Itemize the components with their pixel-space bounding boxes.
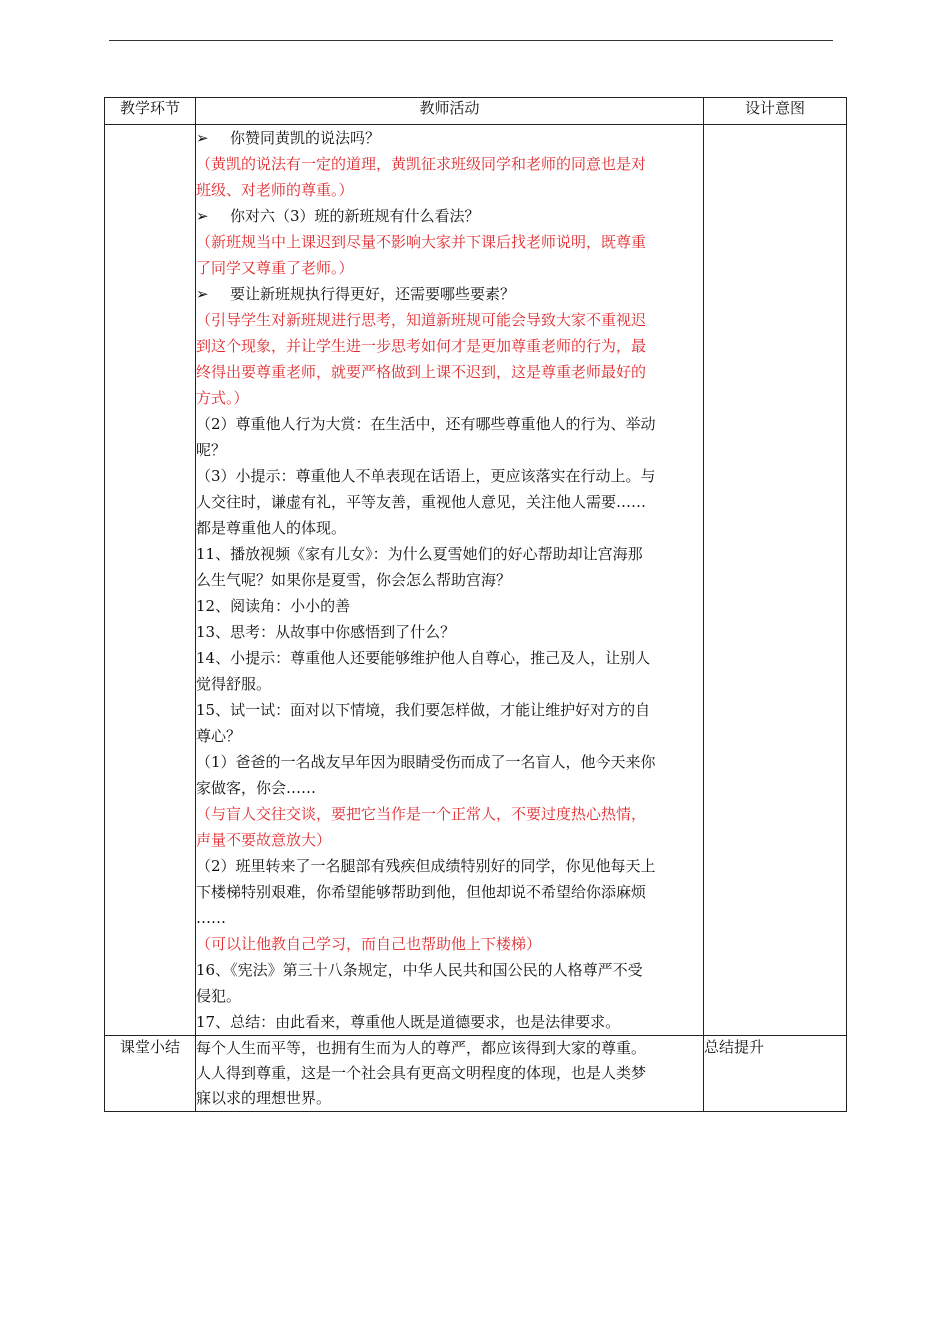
answer-note: [196, 333, 703, 359]
line-text: 侵犯。: [196, 987, 242, 1005]
answer-note: [196, 307, 703, 333]
activity-line: [196, 671, 703, 697]
line-text: （新班规当中上课迟到尽量不影响大家并下课后找老师说明，既尊重: [196, 233, 647, 251]
line-text: 13、思考：从故事中你感悟到了什么？: [196, 623, 456, 641]
line-text: 终得出要尊重老师，就要严格做到上课不迟到，这是尊重老师最好的: [196, 363, 647, 381]
answer-note: [196, 385, 703, 411]
line-text: 17、总结：由此看来，尊重他人既是道德要求，也是法律要求。: [196, 1013, 621, 1031]
summary-row: [105, 1036, 847, 1112]
activity-line: [196, 905, 703, 931]
answer-note: [196, 827, 703, 853]
activity-line: [196, 541, 703, 567]
activity-line: [196, 749, 703, 775]
line-text: 尊心？: [196, 727, 242, 745]
line-text: 方式。）: [196, 389, 249, 407]
line-text: 下楼梯特别艰难，你希望能够帮助到他，但他却说不希望给你添麻烦: [196, 883, 647, 901]
answer-note: [196, 255, 703, 281]
activity-stage-cell: [105, 125, 196, 1036]
answer-note: [196, 229, 703, 255]
activity-line: [196, 619, 703, 645]
activity-line: [196, 957, 703, 983]
activity-line: [196, 697, 703, 723]
line-text: 么生气呢？如果你是夏雪，你会怎么帮助宫海？: [196, 571, 512, 589]
line-text: 觉得舒服。: [196, 675, 272, 693]
line-text: 16、《宪法》第三十八条规定，中华人民共和国公民的人格尊严不受: [196, 961, 643, 979]
activity-line: [196, 593, 703, 619]
line-text: （黄凯的说法有一定的道理，黄凯征求班级同学和老师的同意也是对: [196, 155, 647, 173]
line-text: 15、试一试：面对以下情境，我们要怎样做，才能让维护好对方的自: [196, 701, 651, 719]
line-text: 呢？: [196, 441, 227, 459]
summary-line: 每个人生而平等，也拥有生而为人的尊严，都应该得到大家的尊重。: [196, 1039, 647, 1057]
activity-line: [196, 411, 703, 437]
answer-note: [196, 177, 703, 203]
line-text: （3）小提示：尊重他人不单表现在话语上，更应该落实在行动上。与: [196, 467, 656, 485]
activity-row: [105, 125, 847, 1036]
activity-line: [196, 775, 703, 801]
header-rule: [109, 40, 833, 41]
activity-line: [196, 879, 703, 905]
answer-note: [196, 359, 703, 385]
question-item: [196, 203, 703, 229]
activity-line: [196, 463, 703, 489]
line-text: 14、小提示：尊重他人还要能够维护他人自尊心，推己及人，让别人: [196, 649, 651, 667]
answer-note: [196, 931, 703, 957]
line-text: 12、阅读角：小小的善: [196, 597, 351, 615]
lesson-plan-table: [104, 97, 847, 1112]
line-text: （2）班里转来了一名腿部有残疾但成绩特别好的同学，你见他每天上: [196, 857, 656, 875]
line-text: （与盲人交往交谈，要把它当作是一个正常人，不要过度热心热情，: [196, 805, 647, 823]
summary-line: 人人得到尊重，这是一个社会具有更高文明程度的体现，也是人类梦: [196, 1064, 647, 1082]
line-text: （2）尊重他人行为大赏：在生活中，还有哪些尊重他人的行为、举动: [196, 415, 656, 433]
line-text: ……: [196, 909, 226, 927]
line-text: 了同学又尊重了老师。）: [196, 259, 354, 277]
line-text: （引导学生对新班规进行思考，知道新班规可能会导致大家不重视迟: [196, 311, 647, 329]
header-stage: 教学环节: [105, 98, 196, 125]
line-text: （可以让他教自己学习，而自己也帮助他上下楼梯）: [196, 935, 542, 953]
line-text: 你对六（3）班的新班规有什么看法？: [230, 207, 480, 225]
arrow-bullet-icon: ➢: [196, 285, 209, 303]
line-text: 11、播放视频《家有儿女》：为什么夏雪她们的好心帮助却让宫海那: [196, 545, 643, 563]
question-item: [196, 281, 703, 307]
table-header-row: [105, 98, 847, 125]
summary-text-cell: [196, 1036, 704, 1112]
activity-line: [196, 645, 703, 671]
line-text: 要让新班规执行得更好，还需要哪些要素？: [230, 285, 516, 303]
activity-line: [196, 853, 703, 879]
line-text: 人交往时，谦虚有礼，平等友善，重视他人意见，关注他人需要……: [196, 493, 647, 511]
activity-line: [196, 567, 703, 593]
arrow-bullet-icon: ➢: [196, 207, 209, 225]
line-text: 你赞同黄凯的说法吗？: [230, 129, 381, 147]
line-text: 到这个现象，并让学生进一步思考如何才是更加尊重老师的行为，最: [196, 337, 647, 355]
line-text: 家做客，你会……: [196, 779, 317, 797]
activity-intent-cell: [704, 125, 847, 1036]
arrow-bullet-icon: ➢: [196, 129, 209, 147]
question-item: [196, 125, 703, 151]
activity-line: [196, 1009, 703, 1035]
header-intent: 设计意图: [704, 98, 847, 125]
line-text: 声量不要故意放大）: [196, 831, 332, 849]
answer-note: [196, 801, 703, 827]
summary-stage-label: 课堂小结: [105, 1036, 196, 1112]
activity-cell: [196, 125, 704, 1036]
activity-line: [196, 437, 703, 463]
activity-line: [196, 983, 703, 1009]
line-text: 班级、对老师的尊重。）: [196, 181, 354, 199]
line-text: 都是尊重他人的体现。: [196, 519, 347, 537]
answer-note: [196, 151, 703, 177]
activity-line: [196, 723, 703, 749]
activity-line: [196, 489, 703, 515]
activity-line: [196, 515, 703, 541]
summary-intent: 总结提升: [704, 1036, 847, 1112]
summary-line: 寐以求的理想世界。: [196, 1089, 332, 1107]
line-text: （1）爸爸的一名战友早年因为眼睛受伤而成了一名盲人，他今天来你: [196, 753, 656, 771]
header-activity: 教师活动: [196, 98, 704, 125]
